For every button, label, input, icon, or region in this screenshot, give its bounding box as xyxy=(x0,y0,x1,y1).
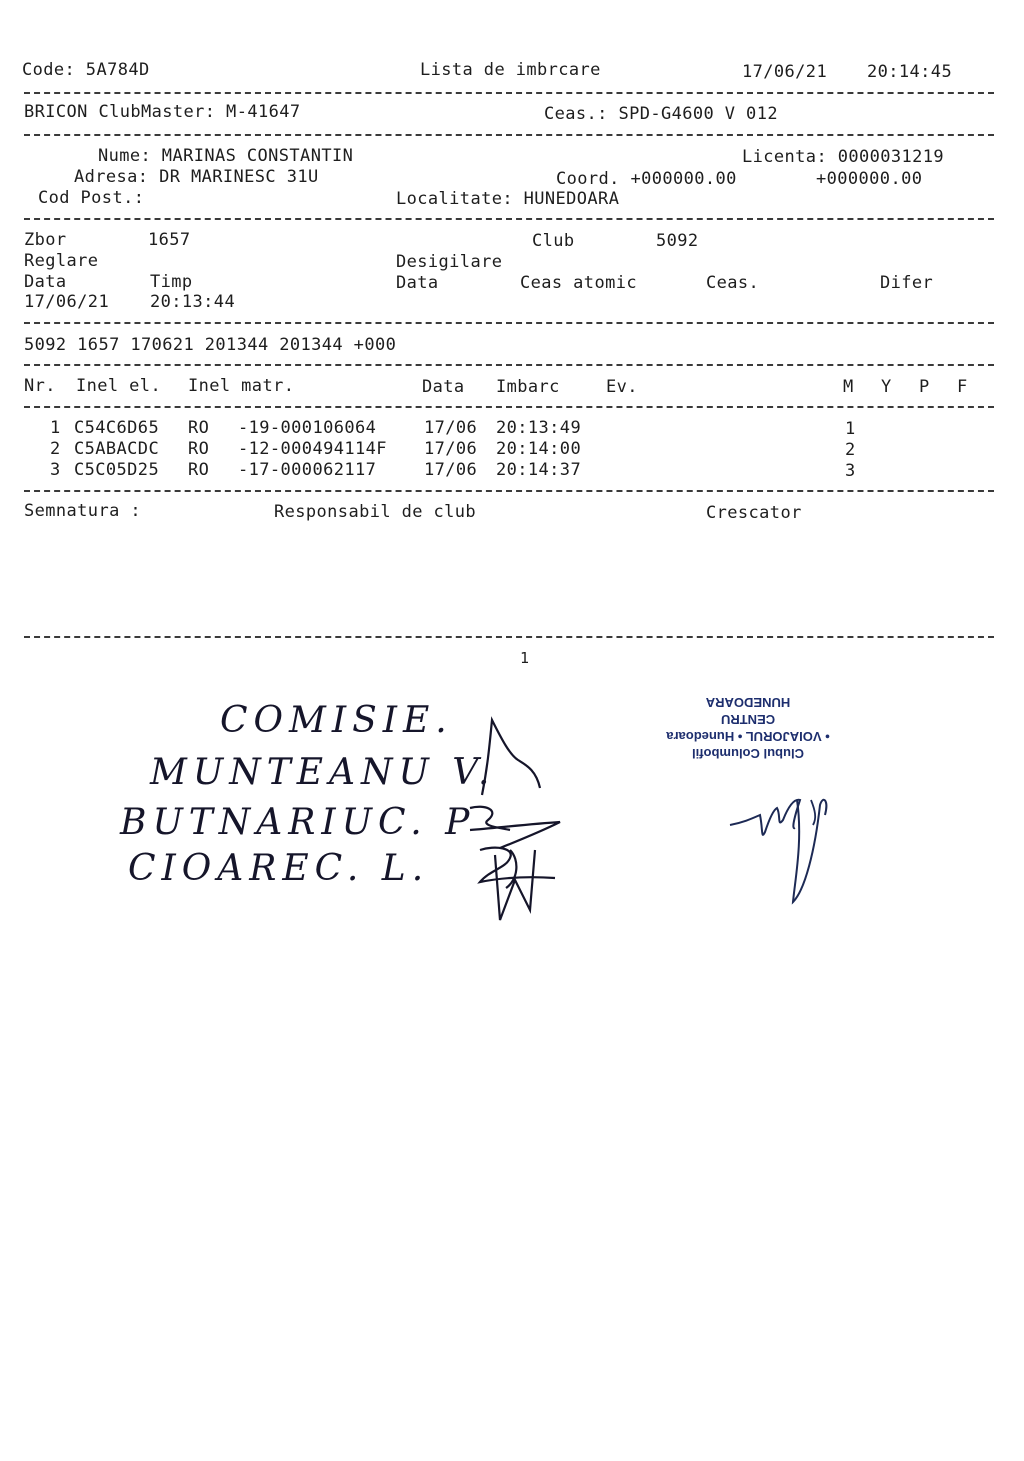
row-m: 3 xyxy=(845,461,856,481)
row-imbarc: 20:13:49 xyxy=(496,418,582,438)
col-inel-matr: Inel matr. xyxy=(188,376,295,396)
row-m: 2 xyxy=(845,440,856,460)
divider xyxy=(24,92,994,94)
divider xyxy=(24,636,994,638)
col-ev: Ev. xyxy=(606,377,638,397)
row-inel-matr: -12-000494114F xyxy=(238,439,387,459)
flight-code-line: 5092 1657 170621 201344 201344 +000 xyxy=(24,335,397,355)
row-nr: 3 xyxy=(50,460,61,480)
print-time: 20:14:45 xyxy=(867,62,953,82)
reglare-time: 20:13:44 xyxy=(150,292,236,312)
stamp-line: Clubul Columbofil xyxy=(692,746,804,761)
coordinate-2: +000000.00 xyxy=(816,169,923,189)
row-country: RO xyxy=(188,439,210,459)
flight-number: 1657 xyxy=(148,230,191,250)
document-code: Code: 5A784D xyxy=(22,60,150,80)
handwritten-commission: COMISIE. xyxy=(220,700,453,741)
club-number: 5092 xyxy=(656,231,699,251)
col-f: F xyxy=(957,377,968,397)
row-imbarc: 20:14:00 xyxy=(496,439,582,459)
row-inel-el: C5C05D25 xyxy=(74,460,160,480)
reglare-label: Reglare xyxy=(24,251,99,271)
club-responsible-label: Responsabil de club xyxy=(274,502,477,522)
row-inel-matr: -19-000106064 xyxy=(238,418,377,438)
stamp-line: HUNEDOARA xyxy=(705,695,791,710)
license-number: Licenta: 0000031219 xyxy=(742,147,945,167)
divider xyxy=(24,406,994,408)
reglare-date: 17/06/21 xyxy=(24,292,110,312)
handwritten-name-2: BUTNARIUC. P xyxy=(120,802,476,843)
row-m: 1 xyxy=(845,419,856,439)
row-data: 17/06 xyxy=(424,439,478,459)
locality: Localitate: HUNEDOARA xyxy=(396,189,620,209)
row-inel-el: C5ABACDC xyxy=(74,439,160,459)
breeder-label: Crescator xyxy=(706,503,802,523)
club-signature xyxy=(725,770,845,920)
col-nr: Nr. xyxy=(24,376,56,396)
col-m: M xyxy=(843,377,854,397)
postal-code: Cod Post.: xyxy=(38,188,145,208)
clubmaster-id: BRICON ClubMaster: M-41647 xyxy=(24,102,301,122)
stamp-line: CENTRU xyxy=(720,712,776,727)
owner-name: Nume: MARINAS CONSTANTIN xyxy=(98,146,354,166)
divider xyxy=(24,218,994,220)
print-date: 17/06/21 xyxy=(742,62,828,82)
owner-address: Adresa: DR MARINESC 31U xyxy=(74,167,319,187)
signature-label: Semnatura : xyxy=(24,501,141,521)
col-data: Data xyxy=(422,377,465,397)
row-imbarc: 20:14:37 xyxy=(496,460,582,480)
row-inel-el: C54C6D65 xyxy=(74,418,160,438)
col-y: Y xyxy=(881,377,892,397)
clock-label: Ceas. xyxy=(706,273,760,293)
date-label: Data xyxy=(24,272,67,292)
divider xyxy=(24,364,994,366)
clock-id: Ceas.: SPD-G4600 V 012 xyxy=(544,104,778,124)
handwritten-name-3: CIOAREC. L. xyxy=(128,848,430,889)
row-country: RO xyxy=(188,460,210,480)
difference-label: Difer xyxy=(880,273,934,293)
divider xyxy=(24,490,994,492)
row-nr: 1 xyxy=(50,418,61,438)
club-stamp xyxy=(648,694,848,762)
col-p: P xyxy=(919,377,930,397)
atomic-clock-label: Ceas atomic xyxy=(520,273,637,293)
time-label: Timp xyxy=(150,272,193,292)
row-inel-matr: -17-000062117 xyxy=(238,460,377,480)
row-data: 17/06 xyxy=(424,460,478,480)
page-number: 1 xyxy=(520,649,530,667)
row-country: RO xyxy=(188,418,210,438)
col-imbarc: Imbarc xyxy=(496,377,560,397)
stamp-line: • VOIAJORUL • Hunedoara xyxy=(666,729,830,744)
coordinate-1: Coord. +000000.00 xyxy=(556,169,737,189)
flight-label: Zbor xyxy=(24,230,67,250)
document-title: Lista de imbrcare xyxy=(420,60,601,80)
divider xyxy=(24,134,994,136)
row-data: 17/06 xyxy=(424,418,478,438)
club-label: Club xyxy=(532,231,575,251)
row-nr: 2 xyxy=(50,439,61,459)
commission-signature xyxy=(440,710,580,930)
handwritten-name-1: MUNTEANU V. xyxy=(150,752,496,793)
divider xyxy=(24,322,994,324)
desigilare-label: Desigilare xyxy=(396,252,503,272)
col-inel-el: Inel el. xyxy=(76,376,162,396)
date-label-2: Data xyxy=(396,273,439,293)
